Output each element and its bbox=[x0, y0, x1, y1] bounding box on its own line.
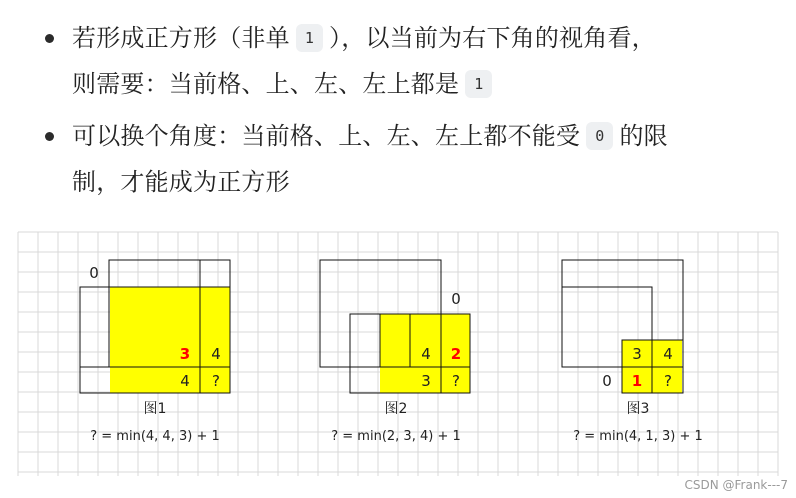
figure-caption: 图2 bbox=[384, 401, 408, 417]
text-span: 则需要：当前格、上、左、左上都是 bbox=[72, 70, 460, 98]
cell-value: ? bbox=[664, 372, 672, 390]
cell-value: 0 bbox=[451, 290, 461, 308]
formula-label: ? = min(2, 3, 4) + 1 bbox=[331, 429, 461, 444]
watermark: CSDN @Frank---7 bbox=[684, 478, 788, 492]
cell-value: 3 bbox=[632, 345, 642, 363]
cell-value: 4 bbox=[663, 345, 673, 363]
text-span: 的限 bbox=[619, 122, 668, 150]
square-outline-top bbox=[109, 260, 230, 287]
text-span: 制，才能成为正方形 bbox=[72, 168, 290, 196]
cell-value: 3 bbox=[421, 372, 431, 390]
cell-value: 4 bbox=[211, 345, 221, 363]
cell-value: 0 bbox=[89, 264, 99, 282]
formula-label: ? = min(4, 1, 3) + 1 bbox=[573, 429, 703, 444]
text-span: 可以换个角度：当前格、上、左、左上都不能受 bbox=[72, 122, 581, 150]
cell-value: ? bbox=[212, 372, 220, 390]
cell-value: 4 bbox=[421, 345, 431, 363]
cell-value: 4 bbox=[180, 372, 190, 390]
text-span: 若形成正方形（非单 bbox=[72, 24, 290, 52]
cell-value: 2 bbox=[450, 345, 462, 363]
inline-code: 1 bbox=[296, 24, 323, 52]
inline-code: 1 bbox=[465, 70, 492, 98]
inline-code: 0 bbox=[586, 122, 613, 150]
cell-value: 0 bbox=[602, 372, 612, 390]
figure-caption: 图1 bbox=[143, 401, 167, 417]
cell-value: 1 bbox=[631, 372, 643, 390]
text-span: ），以当前为右下角的视角看， bbox=[329, 24, 656, 52]
figure-caption: 图3 bbox=[626, 401, 650, 417]
cell-value: 3 bbox=[179, 345, 191, 363]
cell-value: ? bbox=[452, 372, 460, 390]
formula-label: ? = min(4, 4, 3) + 1 bbox=[90, 429, 220, 444]
